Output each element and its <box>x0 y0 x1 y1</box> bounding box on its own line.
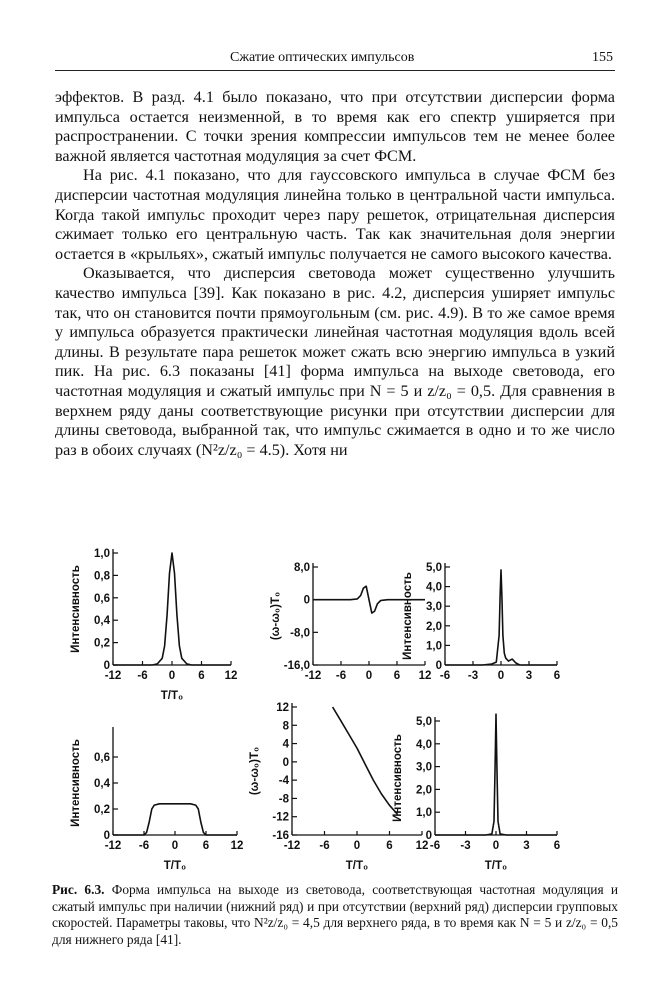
bottom-left-ytick-label-0: 0 <box>103 830 110 842</box>
bottom-middle-ytick-label-5: 4 <box>282 738 289 751</box>
bottom-left-xtick-label-2: 0 <box>171 840 179 852</box>
bottom-left-ytick-label-1: 0,2 <box>94 804 110 816</box>
bottom-right-xtick-label-2: 0 <box>492 840 500 852</box>
bottom-left-xtick-label-4: 12 <box>230 840 244 852</box>
bottom-middle-ytick-label-1: -12 <box>272 811 289 824</box>
bottom-middle-ytick-label-4: 0 <box>282 756 289 769</box>
bottom-left-xtick-label-0: -12 <box>104 840 122 852</box>
top-middle-xtick-label-2: 0 <box>365 670 373 682</box>
top-middle-xtick-label-0: -12 <box>304 670 322 682</box>
top-right-ytick-label-4: 4,0 <box>426 581 442 594</box>
top-left-ytick-label-3: 0,6 <box>94 592 110 605</box>
top-middle-ytick-label-2: 0 <box>303 594 310 607</box>
top-middle-xtick-label-1: -6 <box>335 670 347 682</box>
paragraph-1: эффектов. В разд. 4.1 было показано, что при отсутствии дисперсии форма импульса остается неизменной, в то время как его спектр уширяется при распространении. С точки зрения компрессии импульсов тем не менее более важной является частотная модуляция за счет ФСМ. <box>55 88 615 165</box>
running-title: Сжатие оптических импульсов <box>230 50 415 65</box>
bottom-right-ytick-label-4: 4,0 <box>416 738 432 751</box>
bottom-right-ylabel: Интенсивность <box>392 734 404 822</box>
bottom-right-ytick-label-3: 3,0 <box>416 761 432 774</box>
top-middle-ytick-label-3: 8,0 <box>294 562 310 574</box>
bottom-left-xtick-label-3: 6 <box>202 840 210 852</box>
bottom-right-ytick-label-1: 1,0 <box>416 807 432 820</box>
figure-caption <box>52 882 618 948</box>
top-left-xlabel: T/T₀ <box>160 690 184 702</box>
top-right-xtick-label-0: -6 <box>439 670 451 682</box>
top-right-ytick-label-3: 3,0 <box>426 601 442 614</box>
bottom-middle-ytick-label-2: -8 <box>278 793 289 806</box>
top-middle-ytick-label-0: -16,0 <box>283 660 310 672</box>
bottom-middle-xlabel: T/T₀ <box>345 860 369 872</box>
top-left-ylabel: Интенсивность <box>70 565 82 653</box>
top-left-ytick-label-0: 0 <box>103 660 110 672</box>
bottom-middle-xtick-label-4: 12 <box>415 840 429 852</box>
caption-text: Форма импульса на выходе из световода, соответствующая частотная модуляция и сжатый импульс при наличии (нижний ряд) и при отсутствии (верхний ряд) дисперсии групповых скоростей. Параметры таковы, что N²z/z₀ = 4,5 для верхнего ряда, в то время как N = 5 и z/z₀ = 0,5 для нижнего ряда [41]. <box>52 882 618 947</box>
bottom-middle-ytick-label-6: 8 <box>282 720 289 733</box>
bottom-middle-xtick-label-0: -12 <box>283 840 301 852</box>
top-right-xtick-label-3: 3 <box>525 670 533 682</box>
bottom-right-xlabel: T/T₀ <box>484 860 508 872</box>
bottom-left-ytick-label-3: 0,6 <box>94 752 110 764</box>
figure-plots <box>55 545 635 880</box>
bottom-right-ytick-label-5: 5,0 <box>416 716 432 728</box>
bottom-left-curve <box>113 804 237 835</box>
bottom-middle-ylabel: (ω-ω₀)T₀ <box>249 746 261 796</box>
bottom-middle-xtick-label-1: -6 <box>319 840 330 852</box>
top-left-ytick-label-2: 0,4 <box>94 615 110 628</box>
bottom-right-curve <box>435 714 557 835</box>
top-left-xtick-label-4: 12 <box>224 670 238 682</box>
bottom-left-ylabel: Интенсивность <box>70 739 82 827</box>
bottom-left-xlabel: T/T₀ <box>163 860 187 872</box>
top-left-curve <box>113 553 231 665</box>
page-number: 155 <box>592 50 613 65</box>
top-right-curve <box>445 570 557 665</box>
bottom-middle-ytick-label-3: -4 <box>278 775 289 788</box>
caption-label: Рис. 6.3. <box>52 882 105 897</box>
top-left-xtick-label-3: 6 <box>198 670 205 682</box>
top-left-ytick-label-4: 0,8 <box>94 570 110 583</box>
top-left-xtick-label-2: 0 <box>168 670 176 682</box>
bottom-right-xtick-label-0: -6 <box>429 840 441 852</box>
bottom-middle-xtick-label-3: 6 <box>386 840 393 852</box>
body-text <box>55 88 615 460</box>
top-right-xtick-label-2: 0 <box>497 670 505 682</box>
bottom-right-xtick-label-4: 6 <box>553 840 561 852</box>
top-middle-ytick-label-1: -8,0 <box>290 627 310 640</box>
top-middle-xtick-label-3: 6 <box>393 670 401 682</box>
top-right-ytick-label-2: 2,0 <box>426 620 442 633</box>
bottom-right-ytick-label-0: 0 <box>425 830 432 842</box>
bottom-right-xtick-label-1: -3 <box>460 840 471 852</box>
top-left-xtick-label-1: -6 <box>137 670 148 682</box>
top-middle-xtick-label-4: 12 <box>418 670 432 682</box>
top-left-xtick-label-0: -12 <box>104 670 122 682</box>
bottom-right-xtick-label-3: 3 <box>523 840 530 852</box>
top-left-ytick-label-5: 1,0 <box>94 548 110 560</box>
top-right-xtick-label-1: -3 <box>467 670 479 682</box>
bottom-middle-curve <box>333 707 398 814</box>
top-right-xtick-label-4: 6 <box>553 670 561 682</box>
top-right-ylabel: Интенсивность <box>402 572 414 660</box>
top-right-ytick-label-5: 5,0 <box>426 562 442 574</box>
bottom-left-ytick-label-2: 0,4 <box>94 778 110 790</box>
bottom-left-xtick-label-1: -6 <box>138 840 150 852</box>
top-right-ytick-label-1: 1,0 <box>426 640 442 653</box>
paragraph-3: Оказывается, что дисперсия световода может существенно улучшить качество импульса [39]. Как показано в рис. 4.2, дисперсия уширяет импульс так, что он становится почти прямоугольным (см. рис. 4.9). В то же самое время у импульса образуется практически линейная частотная модуляция вдоль всей длины. В результате пара решеток может сжать всю энергию импульса в узкий пик. На рис. 6.3 показаны [41] форма импульса на выходе световода, его частотная модуляция и сжатый импульс при N = 5 и z/z₀ = 0,5. Для сравнения в верхнем ряду даны соответствующие рисунки при отсутствии дисперсии для длины световода, выбранной так, что импульс сжимается в одно и то же число раз в обоих случаях (N²z/z₀ = 4.5). Хотя ни <box>55 264 615 459</box>
bottom-right-ytick-label-2: 2,0 <box>416 784 432 797</box>
top-right-ytick-label-0: 0 <box>435 660 442 672</box>
bottom-middle-ytick-label-0: -16 <box>272 830 289 842</box>
top-left-ytick-label-1: 0,2 <box>94 637 110 650</box>
bottom-middle-ytick-label-7: 12 <box>276 702 289 714</box>
top-middle-ylabel: (ω-ω₀)T₀ <box>270 591 282 641</box>
bottom-middle-xtick-label-2: 0 <box>353 840 361 852</box>
paragraph-2: На рис. 4.1 показано, что для гауссовского импульса в случае ФСМ без дисперсии частотная модуляция линейна только в центральной части импульса. Когда такой импульс проходит через пару решеток, отрицательная дисперсия сжимает только его центральную часть. Так как значительная доля энергии остается в «крыльях», сжатый импульс получается не самого высокого качества. <box>55 166 615 263</box>
running-header <box>55 48 615 71</box>
figure-6-3 <box>55 545 635 880</box>
